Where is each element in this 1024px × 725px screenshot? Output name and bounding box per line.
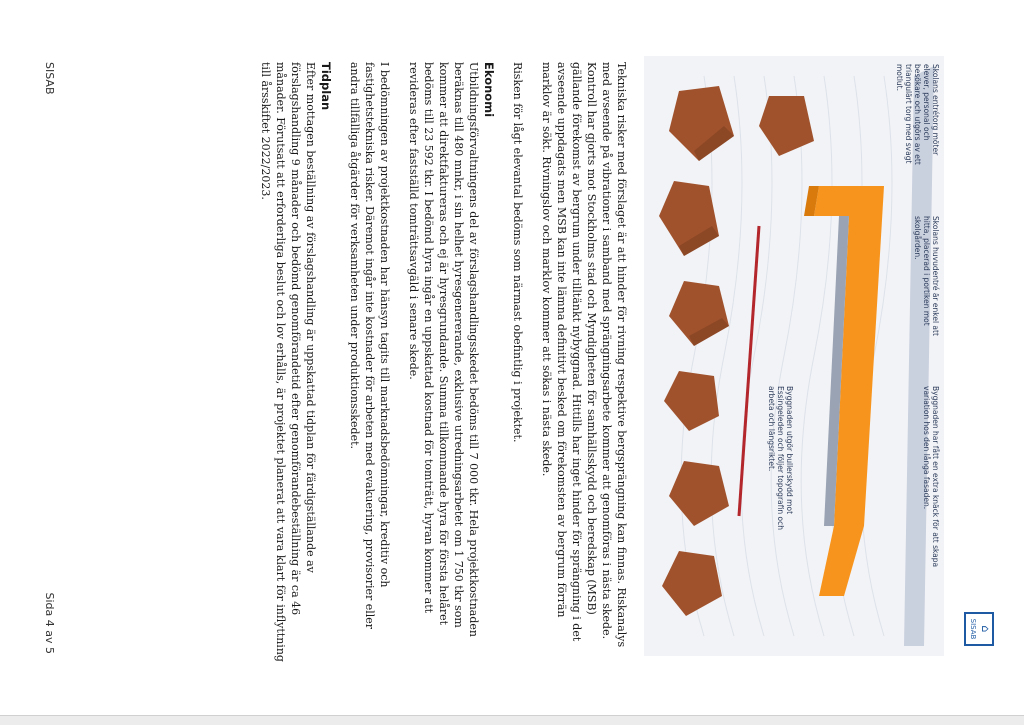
risks-paragraph-1: Tekniska risker med förslaget är att hinder för rivning respektive bergsprängning kan finnas. Riskanalys med avseende på vibrationer i samband med sprängningsarbete kommer att genomföras i nästa skede. Kontroll har gjorts mot Stockholms stad och Myndigheten för samhällsskydd och beredskap (MSB) gällande förekomst av bergrum under tilltänkt nybyggnad. Hittills har inget hinder för sprängning i det avseende uppdagats men MSB kan inte lämna definitivt besked om förekomsten av bergrum förrän marklov är sökt. Rivningslov och marklov kommer att sökas i nästa skede. [540, 62, 628, 648]
timeline-paragraph: Efter mottagen beställning av förslagshandling är uppskattad tidplan för färdigställande av förslagshandling 9 månader och bedömd genomförandetid efter genomförandebeställning är ca 46 månader. Förutsatt att erforderliga beslut och lov erhålls, är projektet planerat att vara klart för inflyttning till årsskiftet 2022/2023. [259, 62, 317, 662]
economy-heading: Ekonomi [482, 62, 496, 118]
caption-noise-barrier: Byggnaden utgör bullerskydd mot Essingeleden och följer topografin och arbeta och längsriktet. [767, 386, 794, 530]
page-number: Sida 4 av 5 [43, 592, 56, 654]
site-plan-illustration [644, 56, 944, 656]
caption-facade-bend: Byggnaden har fått en extra knäck för att skapa variation hos den långa fasaden. [922, 386, 940, 568]
timeline-heading: Tidplan [319, 62, 333, 111]
caption-main-entrance: Skolans huvudentré är enkel att hitta, placerad i portiken mot skolgården. [913, 216, 940, 336]
caption-entrance-square: Skolans entrétorg möter elever, personal och besökare och utgörs av ett triangulärt torg med svagt motlut. [895, 64, 940, 165]
sisab-logo [964, 612, 994, 646]
logo-house-icon: ⌂ [979, 625, 992, 633]
footer-org: SISAB [43, 62, 56, 95]
logo-text: SISAB [969, 618, 977, 640]
risks-paragraph-2: Risken för lågt elevantal bedöms som närmast obefintlig i projektet. [511, 62, 524, 443]
economy-paragraph-1: Utbildningsförvaltningens del av förslagshandlingsskedet bedöms till 7 000 tkr. Hela projektkostnaden beräknas till 480 mnkr, i sin helhet hyresgenererande, exklusive utredningsarbetet om 1 750 tkr som kommer att direktfaktureras och ej är hyresgrundande. Summa tillkommande hyra för första helåret bedöms till 23 592 tkr. I bedömd hyra ingår en uppskattad kostnad för tomträtt, hyran kommer att revideras efter fastställd tomträttsavgäld i senare skede. [407, 62, 480, 637]
document-body [244, 62, 629, 662]
economy-paragraph-2: I bedömningen av projektkostnaden har hänsyn tagits till marknadsbedömningar, kreditiv och fastighetstekniska risker. Däremot ingår inte kostnader för arbeten med evakuering, provisorier eller andra tillfälliga åtgärder för verksamheten under produktionsskedet. [348, 62, 391, 630]
